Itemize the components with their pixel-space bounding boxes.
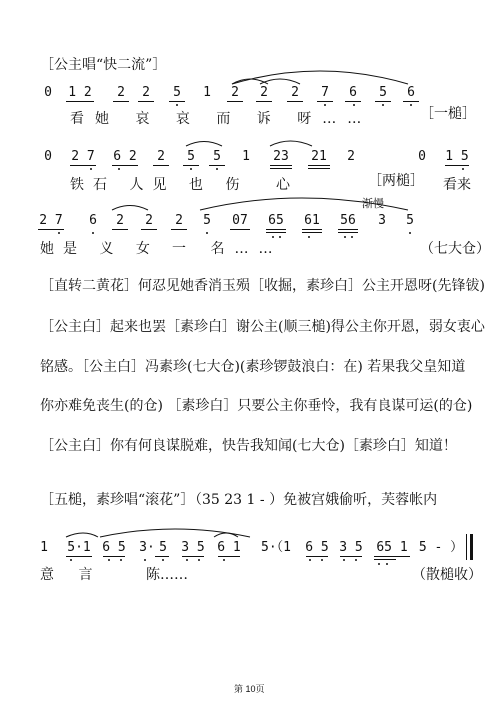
note: 5	[213, 149, 221, 164]
lyrics-line-3b: 一 名……	[172, 241, 283, 257]
note: 65	[268, 213, 284, 228]
low-octave-dot	[223, 559, 225, 561]
note: 6 5	[305, 540, 329, 555]
note: 5·（1	[261, 540, 291, 555]
final-barline-thin	[466, 534, 467, 560]
lyrics-line-4a: 意 言	[40, 567, 103, 583]
note: 1	[203, 85, 211, 100]
lyrics-line-2c: 看来	[443, 177, 471, 193]
note: 6 5	[102, 540, 126, 555]
note: 3·	[139, 540, 155, 555]
final-barline-thick	[470, 534, 473, 560]
note: 2	[260, 85, 268, 100]
note: 5 - ）	[418, 540, 464, 555]
dialogue-line: 铭感。［公主白］冯素珍(七大仓)(素珍锣鼓浪白：在) 若果我父皇知道	[40, 359, 466, 375]
beam	[155, 556, 169, 557]
note: 5	[173, 85, 181, 100]
note: 3	[378, 213, 386, 228]
low-octave-dot	[120, 559, 122, 561]
note: 3 5	[181, 540, 205, 555]
note: 2	[175, 213, 183, 228]
cue-line-2: ［两槌］	[368, 173, 424, 189]
note: 5	[159, 540, 167, 555]
page-number: 第 10页	[234, 684, 265, 694]
dialogue-line: ［公主白］起来也罢［素珍白］谢公主(顺三槌)得公主你开恩，弱女衷心	[40, 319, 485, 335]
note: 3 5	[339, 540, 363, 555]
note: 2	[157, 149, 165, 164]
beam	[182, 556, 204, 557]
lyrics-line-2b: 心	[276, 177, 290, 193]
note: 6 2	[113, 149, 137, 164]
section-2-intro: （35 23 1 - ）免被宫娥偷听，芙蓉帐内	[188, 492, 438, 508]
note: 5	[379, 85, 387, 100]
cue-line-1: ［一槌］	[420, 106, 476, 122]
lyrics-line-1: 看她 哀 哀 而 诉 呀……	[70, 111, 373, 127]
note: 1 2	[68, 85, 92, 100]
cue-line-3: （七大仓）	[420, 241, 490, 257]
low-octave-dot	[108, 559, 110, 561]
note: 2	[117, 85, 125, 100]
low-octave-dot	[309, 559, 311, 561]
note: 2	[142, 85, 150, 100]
note: 5	[187, 149, 195, 164]
low-octave-dot	[70, 559, 72, 561]
note: 6	[349, 85, 357, 100]
note: 5	[203, 213, 211, 228]
note: 2	[116, 213, 124, 228]
section-1-header: ［公主唱“快二流”］	[40, 57, 167, 73]
note: 2	[145, 213, 153, 228]
note: 23	[273, 149, 289, 164]
note: 6	[407, 85, 415, 100]
low-octave-dot	[321, 559, 323, 561]
beam	[374, 559, 396, 560]
note: 1	[40, 540, 48, 555]
beam	[306, 556, 328, 557]
beam	[218, 556, 240, 557]
lyrics-line-3: 她是 义 女	[40, 241, 159, 257]
note: 2 7	[71, 149, 95, 164]
low-octave-dot	[386, 563, 388, 565]
note: 0	[44, 85, 52, 100]
section-2-header: ［五槌，素珍唱“滚花”］	[40, 492, 195, 508]
note: 21	[311, 149, 327, 164]
note: 2	[347, 149, 355, 164]
beam	[103, 556, 125, 557]
note: 65 1	[376, 540, 408, 555]
low-octave-dot	[144, 559, 146, 561]
note: 0	[44, 149, 52, 164]
dialogue-line: ［直转二黄花］何忍见她香消玉殒［收掘，素珍白］公主开恩呀(先锋钹)	[40, 278, 485, 294]
lyrics-line-4b: 陈……	[146, 567, 188, 583]
note: 6	[89, 213, 97, 228]
note: 2 7	[39, 213, 63, 228]
low-octave-dot	[198, 559, 200, 561]
low-octave-dot	[162, 559, 164, 561]
note: 56	[340, 213, 356, 228]
note: 1	[242, 149, 250, 164]
note: 5·1	[67, 540, 91, 555]
cue-line-4: （散槌收）	[412, 567, 482, 583]
note: 07	[232, 213, 248, 228]
note: 2	[231, 85, 239, 100]
note: 61	[304, 213, 320, 228]
beam	[374, 556, 410, 557]
low-octave-dot	[355, 559, 357, 561]
low-octave-dot	[343, 559, 345, 561]
low-octave-dot	[186, 559, 188, 561]
dialogue-line: ［公主白］你有何良谋脱难，快告我知闻(七大仓)［素珍白］知道！	[40, 438, 457, 454]
note: 2	[291, 85, 299, 100]
dialogue-line: 你亦难免丧生(的仓) ［素珍白］只要公主你垂怜，我有良谋可运(的仓)	[40, 398, 473, 414]
note: 0	[418, 149, 426, 164]
tempo-marking: 渐慢	[362, 197, 384, 210]
beam	[66, 556, 92, 557]
lyrics-line-2a: 铁石 人见 也 伤	[70, 177, 249, 193]
note: 1 5	[445, 149, 469, 164]
note: 7	[321, 85, 329, 100]
note: 5	[406, 213, 414, 228]
low-octave-dot	[378, 563, 380, 565]
beam	[340, 556, 362, 557]
note: 6 1	[217, 540, 241, 555]
